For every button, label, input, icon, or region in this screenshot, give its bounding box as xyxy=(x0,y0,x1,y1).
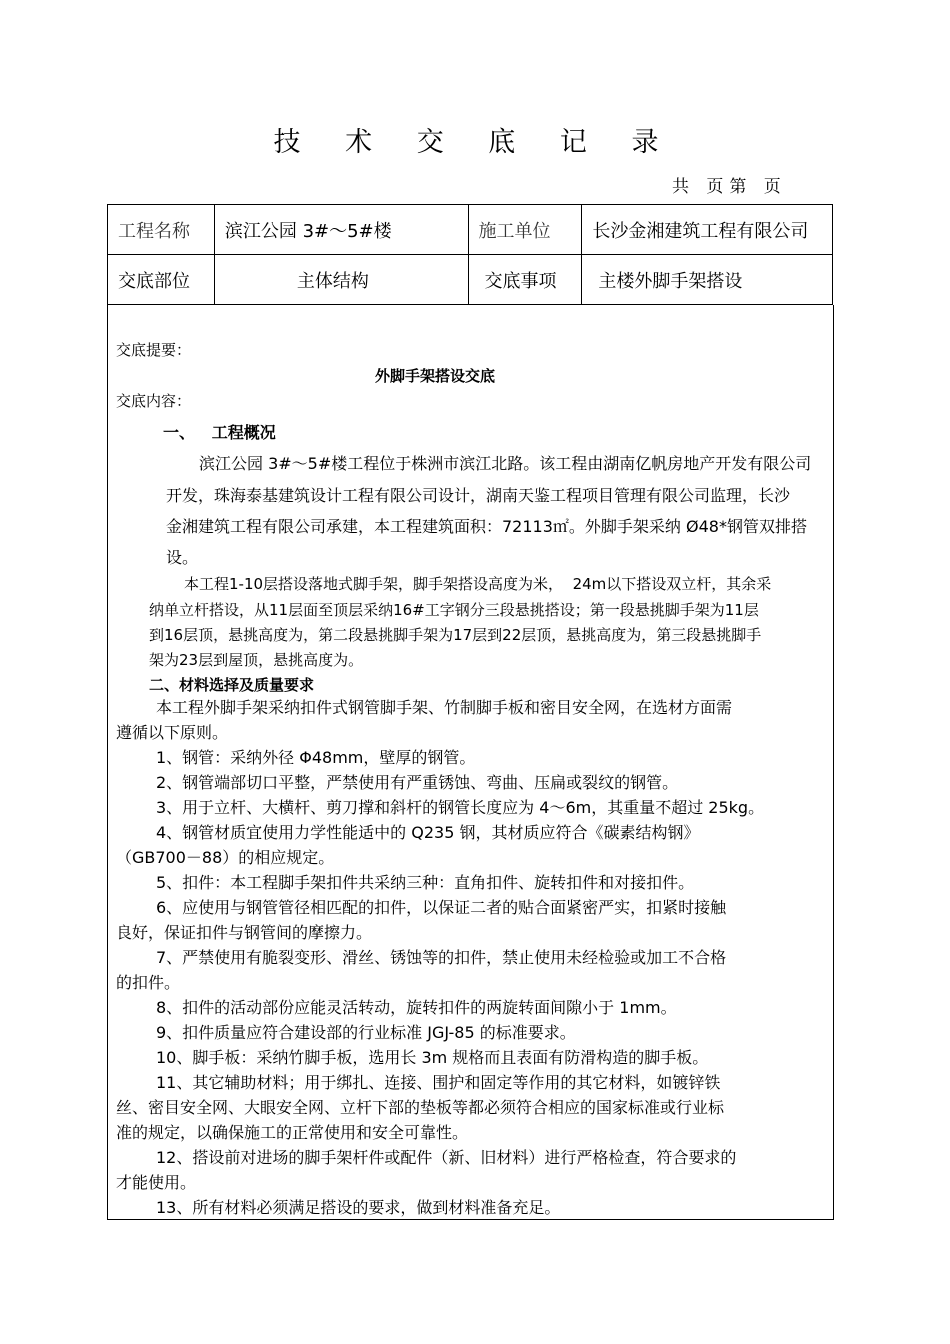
s2-line: 良好，保证扣件与钢管间的摩擦力。 xyxy=(116,923,373,942)
s1-p2-line: 本工程1-10层搭设落地式脚手架，脚手架搭设高度为米， 24m以下搭设双立杆，其余采 xyxy=(184,575,772,593)
content-subtitle: 外脚手架搭设交底 xyxy=(375,367,496,385)
s2-line: 准的规定，以确保施工的正常使用和安全可靠性。 xyxy=(116,1123,469,1142)
s2-line: 本工程外脚手架采纳扣件式钢管脚手架、竹制脚手板和密目安全网，在选材方面需 xyxy=(156,698,733,717)
contractor-label: 施工单位 xyxy=(468,205,582,255)
s1-p2-line: 架为23层到屋顶，悬挑高度为。 xyxy=(149,651,364,669)
project-name-label: 工程名称 xyxy=(108,205,215,255)
content-label: 交底内容： xyxy=(116,392,192,410)
s2-line: 6、应使用与钢管管径相匹配的扣件，以保证二者的贴合面紧密严实，扣紧时接触 xyxy=(156,898,727,917)
s2-line: 9、扣件质量应符合建设部的行业标准 JGJ-85 的标准要求。 xyxy=(156,1023,576,1042)
s2-line: 2、钢管端部切口平整，严禁使用有严重锈蚀、弯曲、压扁或裂纹的钢管。 xyxy=(156,773,679,792)
item-value: 主楼外脚手架搭设 xyxy=(582,255,833,305)
s2-line: 遵循以下原则。 xyxy=(116,723,229,742)
s2-line: 8、扣件的活动部份应能灵活转动，旋转扣件的两旋转面间隙小于 1mm。 xyxy=(156,998,677,1017)
s1-p2-line: 纳单立杆搭设，从11层面至顶层采纳16#工字钢分三段悬挑搭设；第一段悬挑脚手架为11层 xyxy=(149,601,759,619)
s2-line: 丝、密目安全网、大眼安全网、立杆下部的垫板等都必须符合相应的国家标准或行业标 xyxy=(116,1098,725,1117)
s2-line: 的扣件。 xyxy=(116,973,181,992)
info-row-project xyxy=(108,205,833,255)
s2-line: 11、其它辅助材料；用于绑扎、连接、围护和固定等作用的其它材料，如镀锌铁 xyxy=(156,1073,721,1092)
s2-line: （GB700－88）的相应规定。 xyxy=(116,848,335,867)
s2-line: 才能使用。 xyxy=(116,1173,197,1192)
info-header-table xyxy=(107,204,833,305)
s1-p1-line: 设。 xyxy=(166,548,199,567)
s2-line: 5、扣件：本工程脚手架扣件共采纳三种：直角扣件、旋转扣件和对接扣件。 xyxy=(156,873,695,892)
contractor-value: 长沙金湘建筑工程有限公司 xyxy=(582,205,833,255)
s2-line: 7、严禁使用有脆裂变形、滑丝、锈蚀等的扣件，禁止使用未经检验或加工不合格 xyxy=(156,948,727,967)
section-2-heading: 二、材料选择及质量要求 xyxy=(149,676,315,694)
summary-label: 交底提要： xyxy=(116,341,192,359)
s1-p1-line: 滨江公园 3#～5#楼工程位于株洲市滨江北路。该工程由湖南亿帆房地产开发有限公司 xyxy=(199,454,812,473)
s2-line: 1、钢管：采纳外径 Φ48mm，壁厚的钢管。 xyxy=(156,748,476,767)
s2-line: 4、钢管材质宜使用力学性能适中的 Q235 钢，其材质应符合《碳素结构钢》 xyxy=(156,823,700,842)
s2-line: 10、脚手板：采纳竹脚手板，选用长 3m 规格而且表面有防滑构造的脚手板。 xyxy=(156,1048,709,1067)
project-name-value: 滨江公园 3#～5#楼 xyxy=(214,205,468,255)
s2-line: 13、所有材料必须满足搭设的要求，做到材料准备充足。 xyxy=(156,1198,561,1217)
section-1-heading: 一、 工程概况 xyxy=(163,423,276,442)
s2-line: 12、搭设前对进场的脚手架杆件或配件（新、旧材料）进行严格检查，符合要求的 xyxy=(156,1148,737,1167)
s1-p1-line: 金湘建筑工程有限公司承建，本工程建筑面积：72113㎡。外脚手架采纳 Ø48*钢管双排搭 xyxy=(166,517,807,536)
document-title: 技 术 交 底 记 录 xyxy=(273,127,677,158)
info-row-location xyxy=(108,255,833,305)
s1-p2-line: 到16层顶，悬挑高度为，第二段悬挑脚手架为17层到22层顶，悬挑高度为，第三段悬挑脚手 xyxy=(149,626,762,644)
item-label: 交底事项 xyxy=(468,255,582,305)
page-count-label: 共 页第 页 xyxy=(672,177,787,197)
s1-p1-line: 开发，珠海泰基建筑设计工程有限公司设计，湖南天鉴工程项目管理有限公司监理，长沙 xyxy=(166,486,791,505)
s2-line: 3、用于立杆、大横杆、剪刀撑和斜杆的钢管长度应为 4～6m，其重量不超过 25kg。 xyxy=(156,798,765,817)
location-label: 交底部位 xyxy=(108,255,215,305)
location-value: 主体结构 xyxy=(214,255,468,305)
